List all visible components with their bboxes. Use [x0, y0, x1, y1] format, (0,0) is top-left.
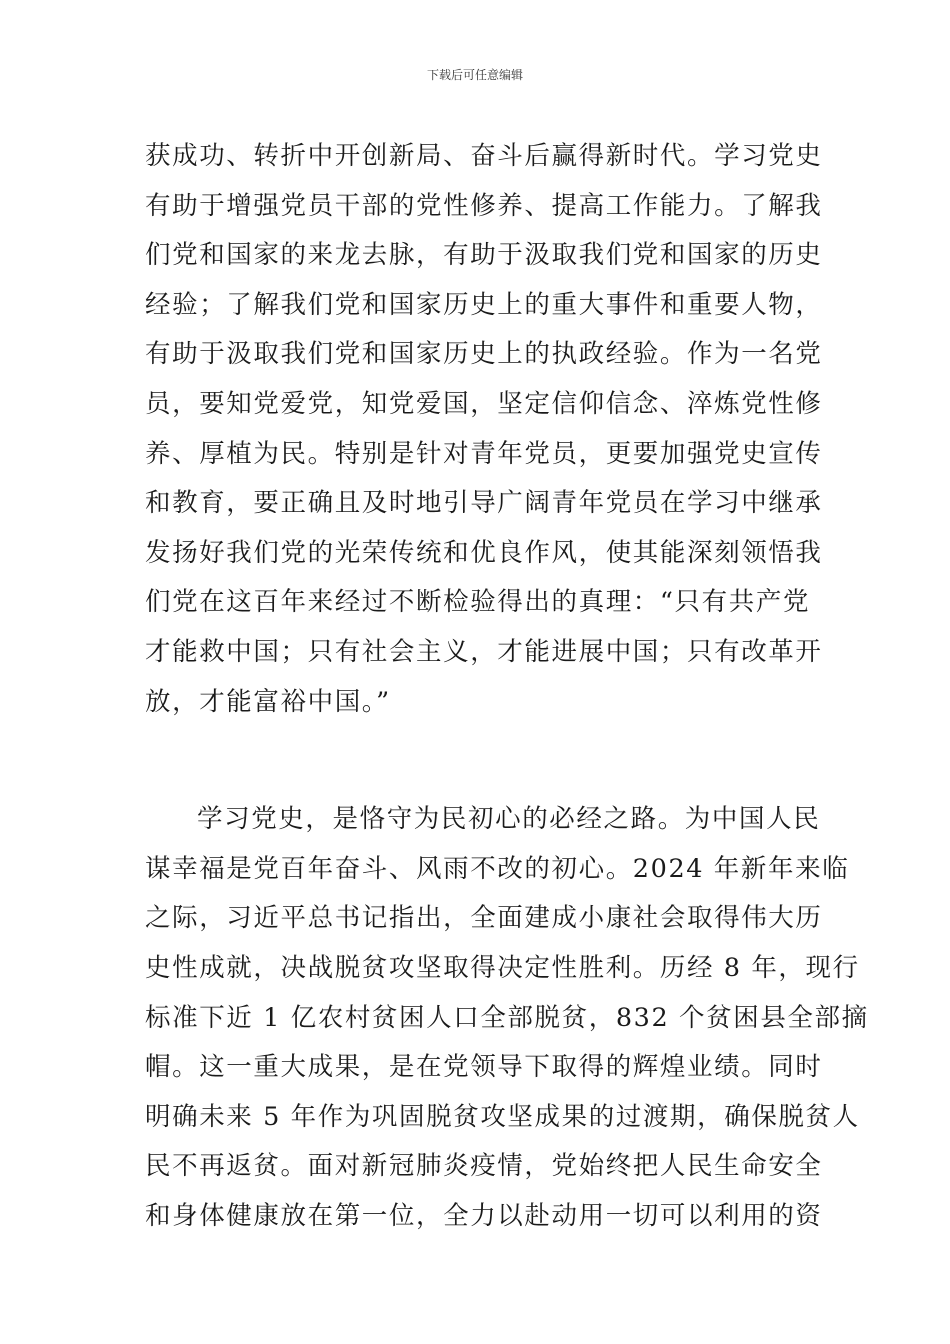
text-line: 才能救中国；只有社会主义，才能进展中国；只有改革开	[145, 636, 823, 667]
document-body	[145, 132, 869, 1241]
text-line: 经验；了解我们党和国家历史上的重大事件和重要人物，	[145, 289, 823, 320]
paragraph-spacer	[145, 727, 807, 795]
text-line: 明确未来 5 年作为巩固脱贫攻坚成果的过渡期，确保脱贫人	[145, 1101, 860, 1132]
paragraph-1	[145, 132, 823, 727]
text-line: 和教育，要正确且及时地引导广阔青年党员在学习中继承	[145, 488, 823, 519]
text-line: 有助于增强党员干部的党性修养、提高工作能力。了解我	[145, 190, 823, 221]
text-line: 放，才能富裕中国。”	[145, 686, 391, 717]
text-line: 学习党史，是恪守为民初心的必经之路。为中国人民	[197, 804, 821, 835]
text-line: 之际，习近平总书记指出，全面建成小康社会取得伟大历	[145, 903, 823, 934]
text-line: 谋幸福是党百年奋斗、风雨不改的初心。2024 年新年来临	[145, 853, 850, 884]
paragraph-2	[145, 795, 869, 1241]
text-line: 标准下近 1 亿农村贫困人口全部脱贫，832 个贫困县全部摘	[145, 1002, 869, 1033]
text-line: 有助于汲取我们党和国家历史上的执政经验。作为一名党	[145, 339, 823, 370]
text-line: 员，要知党爱党，知党爱国，坚定信仰信念、淬炼党性修	[145, 388, 823, 419]
text-line: 史性成就，决战脱贫攻坚取得决定性胜利。历经 8 年，现行	[145, 952, 860, 983]
text-line: 们党在这百年来经过不断检验得出的真理：“只有共产党	[145, 587, 811, 618]
text-line: 养、厚植为民。特别是针对青年党员，更要加强党史宣传	[145, 438, 823, 469]
page-header: 下载后可任意编辑	[426, 68, 523, 82]
text-line: 帽。这一重大成果，是在党领导下取得的辉煌业绩。同时	[145, 1052, 823, 1083]
text-line: 们党和国家的来龙去脉，有助于汲取我们党和国家的历史	[145, 240, 823, 271]
text-line: 民不再返贫。面对新冠肺炎疫情，党始终把人民生命安全	[145, 1151, 823, 1182]
text-line: 获成功、转折中开创新局、奋斗后赢得新时代。学习党史	[145, 141, 823, 171]
text-line: 和身体健康放在第一位，全力以赴动用一切可以利用的资	[145, 1200, 823, 1231]
text-line: 发扬好我们党的光荣传统和优良作风，使其能深刻领悟我	[145, 537, 823, 568]
